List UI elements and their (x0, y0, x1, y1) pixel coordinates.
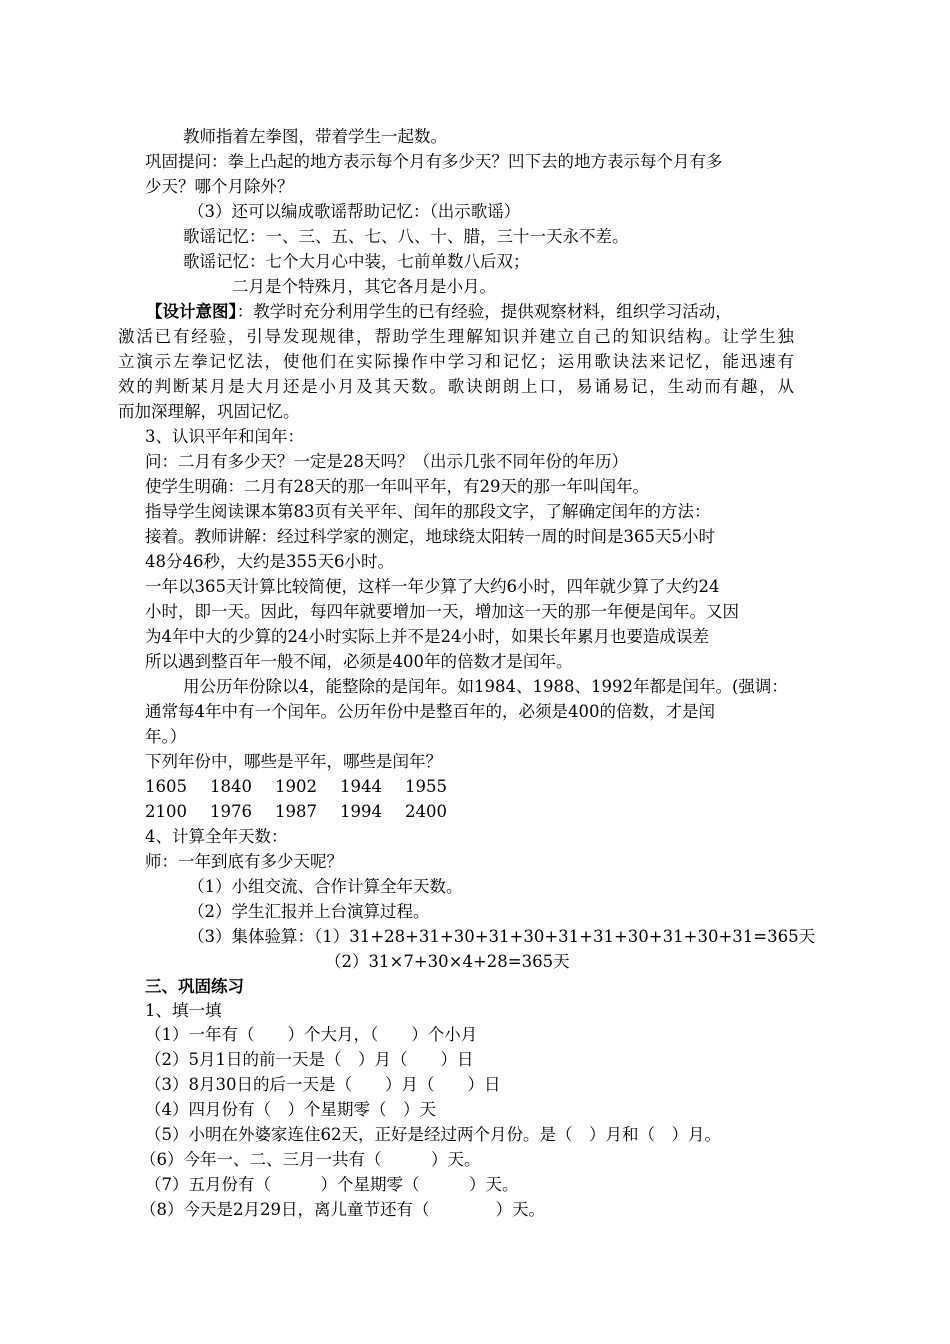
paragraph-line: 效的判断某月是大月还是小月及其天数。歌诀朗朗上口，易诵易记，生动而有趣，从 (118, 377, 794, 396)
year-list-row-2 (145, 801, 447, 823)
paragraph-line: 使学生明确：二月有28天的那一年叫平年，有29天的那一年叫闰年。 (145, 477, 649, 496)
exercise-item: （1）一年有（ ）个大月，（ ）个小月 (145, 1025, 478, 1044)
paragraph-line: 指导学生阅读课本第83页有关平年、闰年的那段文字，了解确定闰年的方法： (145, 502, 711, 521)
paragraph-line: （3）还可以编成歌谣帮助记忆：（出示歌谣） (188, 202, 521, 221)
year-item: 1902 (275, 777, 317, 796)
design-intent-label: 【设计意图】 (146, 302, 237, 321)
exercise-item: （7）五月份有（ ）个星期零（ ）天。 (145, 1175, 519, 1194)
paragraph-line: 用公历年份除以4，能整除的是闰年。如1984、1988、1992年都是闰年。(强调： (183, 677, 788, 696)
paragraph-line: 通常每4年中有一个闰年。公历年份中是整百年的，必须是400的倍数，才是闰 (145, 702, 715, 721)
year-list-row-1 (145, 776, 447, 798)
paragraph-line: 巩固提问：拳上凸起的地方表示每个月有多少天？凹下去的地方表示每个月有多 (145, 152, 723, 171)
exercise-item: （5）小明在外婆家连住62天，正好是经过两个月份。是（ ）月和（ ）月。 (145, 1125, 721, 1144)
year-item: 1605 (145, 777, 187, 796)
paragraph-line: 二月是个特殊月，其它各月是小月。 (232, 277, 496, 296)
paragraph-line: 教师指着左拳图，带着学生一起数。 (183, 127, 447, 146)
paragraph-line: 48分46秒，大约是355天6小时。 (145, 552, 394, 571)
exercise-item: （3）8月30日的后一天是（ ）月（ ）日 (145, 1075, 501, 1094)
section-heading: 4、计算全年天数： (145, 827, 288, 846)
paragraph-line: 而加深理解，巩固记忆。 (118, 402, 300, 421)
paragraph-line: （3）集体验算：（1）31+28+31+30+31+30+31+31+30+31+30+31=365天 (188, 927, 816, 946)
section-title: 三、巩固练习 (145, 977, 244, 996)
design-intent-text: ：教学时充分利用学生的已有经验，提供观察材料，组织学习活动， (236, 302, 732, 321)
paragraph-line: 所以遇到整百年一般不闻，必须是400年的倍数才是闰年。 (145, 652, 573, 671)
paragraph-line: （2）31×7+30×4+28=365天 (325, 952, 570, 971)
paragraph-line: （2）学生汇报并上台演算过程。 (188, 902, 430, 921)
year-item: 1976 (210, 802, 252, 821)
paragraph-line: 小时，即一天。因此，每四年就要增加一天，增加这一天的那一年便是闰年。又因 (145, 602, 739, 621)
paragraph-line: 少天？哪个月除外？ (145, 177, 294, 196)
paragraph-line: 为4年中大的少算的24小时实际上并不是24小时，如果长年累月也要造成误差 (145, 627, 709, 646)
paragraph-line: 立演示左拳记忆法，使他们在实际操作中学习和记忆；运用歌诀法来记忆，能迅速有 (118, 352, 794, 371)
exercise-item: （8）今天是2月29日，离儿童节还有（ ）天。 (140, 1200, 545, 1219)
paragraph-line: 下列年份中，哪些是平年，哪些是闰年？ (145, 752, 442, 771)
year-item: 1944 (340, 777, 382, 796)
paragraph-line: 歌谣记忆：一、三、五、七、八、十、腊，三十一天永不差。 (183, 227, 629, 246)
exercise-item: （6）今年一、二、三月一共有（ ）天。 (140, 1150, 481, 1169)
exercise-item: （2）5月1日的前一天是（ ）月（ ）日 (145, 1050, 474, 1069)
year-item: 2400 (405, 802, 447, 821)
year-item: 1987 (275, 802, 317, 821)
design-intent-line (146, 301, 732, 323)
year-item: 2100 (145, 802, 187, 821)
paragraph-line: （1）小组交流、合作计算全年天数。 (188, 877, 463, 896)
year-item: 1955 (405, 777, 447, 796)
paragraph-line: 年。） (145, 727, 187, 746)
paragraph-line: 激活已有经验，引导发现规律，帮助学生理解知识并建立自己的知识结构。让学生独 (118, 327, 794, 346)
section-heading: 3、认识平年和闰年： (145, 427, 304, 446)
exercise-heading: 1、填一填 (145, 1001, 222, 1020)
exercise-item: （4）四月份有（ ）个星期零（ ）天 (145, 1100, 436, 1119)
year-item: 1994 (340, 802, 382, 821)
paragraph-line: 问：二月有多少天？一定是28天吗？（出示几张不同年份的年历） (145, 452, 628, 471)
paragraph-line: 一年以365天计算比较简便，这样一年少算了大约6小时，四年就少算了大约24 (145, 577, 720, 596)
paragraph-line: 接着。教师讲解：经过科学家的测定，地球绕太阳转一周的时间是365天5小时 (145, 527, 715, 546)
paragraph-line: 师：一年到底有多少天呢？ (145, 852, 343, 871)
paragraph-line: 歌谣记忆：七个大月心中装，七前单数八后双； (183, 252, 530, 271)
year-item: 1840 (210, 777, 252, 796)
